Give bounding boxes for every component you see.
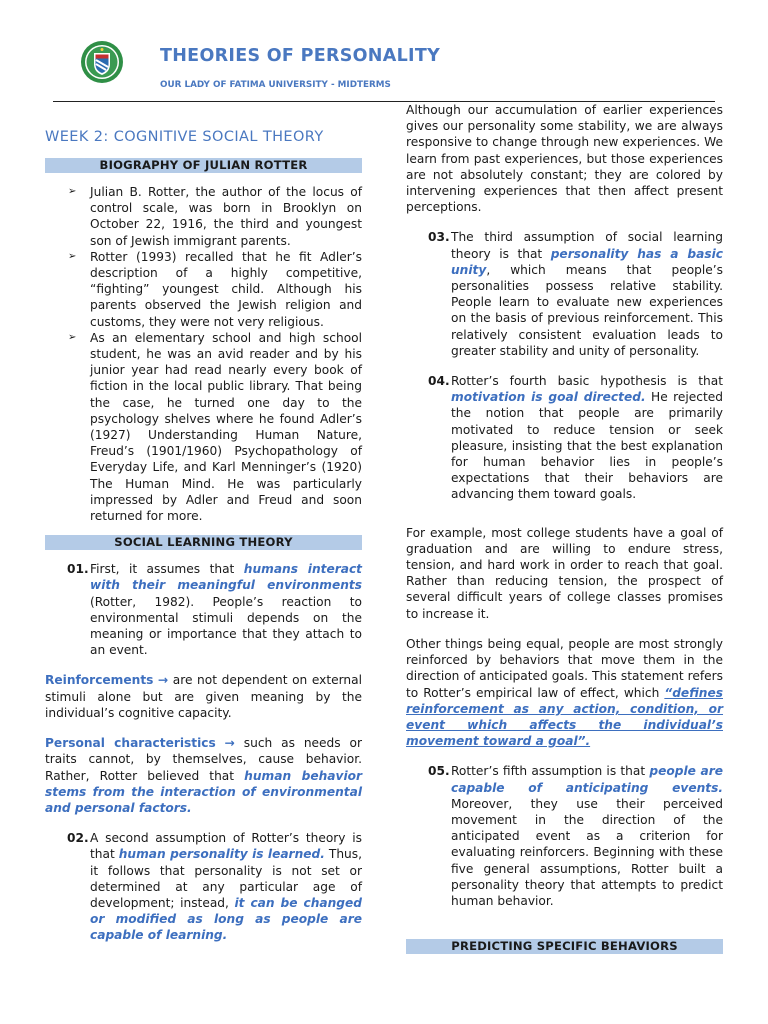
assumption-03: 03. The third assumption of social learning theory is that personality has a basic unity, which means that people’s personalities possess relative stability. People learn to evaluate new experiences on the basis of previous reinforcement. This relatively consistent evaluation leads to greater stability and unity of personality. <box>428 230 723 358</box>
section-heading-social-learning: SOCIAL LEARNING THEORY <box>45 535 362 550</box>
biography-list <box>45 184 362 524</box>
biography-bullet: ➢ As an elementary school and high school student, he was an avid reader and by his junior year had read nearly every book of fiction in the local public library. That being the case, he turned one day to the psychology shelves where he found Adler’s (1927) Understanding Human Nature, Freud’s (1901/1960) Psychopathology of Everyday Life, and Karl Menninger’s (1920) The Human Mind. He was particularly impressed by Adler and Freud and soon returned for more. <box>68 330 362 524</box>
biography-bullet: ➢ Julian B. Rotter, the author of the locus of control scale, was born in Brooklyn on October 22, 1916, the third and youngest son of Jewish immigrant parents. <box>68 185 362 248</box>
university-seal-icon <box>80 40 124 84</box>
document-title: THEORIES OF PERSONALITY <box>160 46 441 66</box>
arrow-bullet-icon: ➢ <box>68 331 77 343</box>
arrow-bullet-icon: ➢ <box>68 186 77 197</box>
arrow-bullet-icon: ➢ <box>68 250 77 262</box>
assumption-04: 04. Rotter’s fourth basic hypothesis is that motivation is goal directed. He rejected the notion that people are primarily motivated to reduce tension or seek pleasure, insisting that the best explanation for human behavior lies in people’s expectations that their behaviors are advancing them toward goals. <box>428 374 724 502</box>
personal-characteristics-paragraph: Personal characteristics → such as needs or traits cannot, by themselves, cause behavior. Rather, Rotter believed that human behavior stems from the interaction of environmental and personal factors. <box>45 736 363 815</box>
week-title: WEEK 2: COGNITIVE SOCIAL THEORY <box>45 129 324 145</box>
law-of-effect-paragraph: Other things being equal, people are most strongly reinforced by behaviors that move them in the direction of anticipated goals. This statement refers to Rotter’s empirical law of effect, which “defines reinforcement as any action, condition, or event which affects the individual’s movement toward a goal”. <box>406 636 723 749</box>
section-heading-predicting: PREDICTING SPECIFIC BEHAVIORS <box>406 939 723 954</box>
biography-bullet: ➢ Rotter (1993) recalled that he fit Adler’s description of a highly competitive, “fighting” youngest child. Although his parents observed the Jewish religion and customs, they were not very religious. <box>68 249 362 329</box>
intro-paragraph: Although our accumulation of earlier experiences gives our personality some stability, we are always responsive to change through new experiences. We learn from past experiences, but those experiences are not absolutely constant; they are colored by intervening experiences that then affect present perceptions. <box>406 103 723 215</box>
assumption-05: 05. Rotter’s fifth assumption is that people are capable of anticipating events. Moreover, they use their perceived movement in the direction of the anticipated event as a criterion for evaluating reinforcers. Beginning with these five general assumptions, Rotter built a personality theory that attempts to predict human behavior. <box>428 764 723 908</box>
left-column <box>45 128 362 958</box>
example-paragraph: For example, most college students have a goal of graduation and are willing to endure stress, tension, and hard work in order to reach that goal. Rather than reducing tension, the prospect of several difficult years of college classes promises to increase it. <box>406 525 723 621</box>
assumption-02: 02. A second assumption of Rotter’s theory is that human personality is learned. Thus, it follows that personality is not set or determined at any particular age of development; instead, it can be changed or modified as long as people are capable of learning. <box>67 831 362 943</box>
document-subtitle: OUR LADY OF FATIMA UNIVERSITY - MIDTERMS <box>160 80 391 90</box>
reinforcements-paragraph: Reinforcements → are not dependent on external stimuli alone but are given meaning by the individual’s cognitive capacity. <box>45 673 362 720</box>
assumption-01: 01. First, it assumes that humans interact with their meaningful environments (Rotter, 1982). People’s reaction to environmental stimuli depends on the meaning or importance that they attach to an event. <box>67 562 362 658</box>
section-heading-biography: BIOGRAPHY OF JULIAN ROTTER <box>45 158 362 173</box>
right-arrow-icon: → <box>224 736 235 751</box>
right-arrow-icon: → <box>157 673 169 688</box>
right-column <box>406 102 723 965</box>
